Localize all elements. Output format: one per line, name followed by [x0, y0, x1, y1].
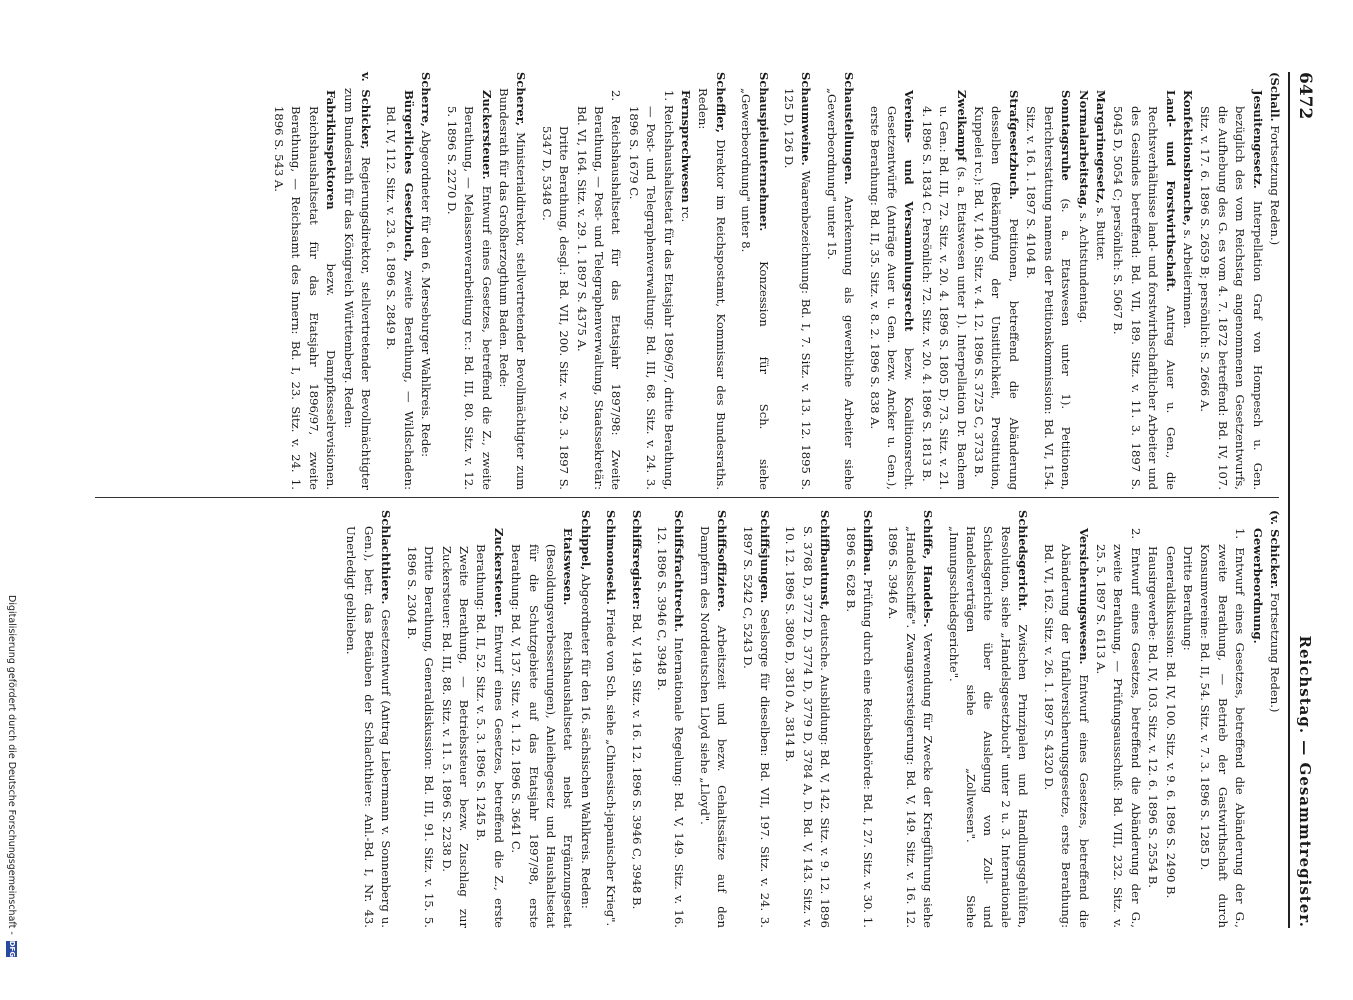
- entry-keyword: Schiffsoffiziere.: [715, 510, 730, 612]
- entry-keyword: Schaumweine.: [799, 72, 814, 166]
- entry-text: Interpellation Graf von Hompesch u. Gen. bezüglich des vom Reichstag angenommenen Gesetzentwurfs, die Aufhebung des G. es vom 4. 7. 1872 betreffend: Bd. IV, 107. Sitz. v. 17. 6. 1896 S. 2659 B; persönlich: S. 2666 A.: [1198, 106, 1265, 490]
- register-entry: [917, 72, 969, 490]
- entry-text: s. Butter.: [1093, 207, 1108, 261]
- entry-text: Reichshaushaltsetat nebst Ergänzungsetat (Besoldungsverbesserungen), Anleihegesetz und Haushaltsetat für die Schutzgebiete auf das Etatsjahr 1897/98, erste Berathung: Bd. V, 137. Sitz. v. 1. 12. 1896 S. 3641 C.: [509, 544, 576, 928]
- entry-text: Seelsorge für dieselben: Bd. VII, 197. Sitz. v. 24. 3. 1897 S. 5242 C, 5243 D.: [740, 526, 773, 928]
- entry-keyword: Schauspielunternehmer.: [756, 72, 771, 232]
- register-entry: [402, 510, 437, 928]
- entry-text: Direktor im Reichspostamt, Kommissar des Bundesraths. Reden:: [696, 88, 728, 491]
- entry-text: Ministerialdirektor, stellvertretender Bevollmächtigter zum Bundesrath für das Großherzogthum Baden. Rede:: [496, 88, 529, 490]
- entry-keyword: Scherre,: [419, 72, 434, 127]
- entry-text: (s. a. Etatswesen unter 1). Petitionen, Berichterstattung namens der Petitionskommission: Bd. VI, 154. Sitz. v. 16. 1. 1897 S. 4104 B.: [1024, 106, 1074, 490]
- entry-keyword: Zuckersteuer.: [479, 90, 494, 180]
- entry-keyword: Scheffler,: [713, 72, 728, 133]
- entry-keyword: Jesuitengesetz.: [1250, 90, 1265, 189]
- entry-text: zweite Berathung, — Wildschaden: Bd. IV, 112. Sitz. v. 23. 6. 1896 S. 2849 B.: [384, 106, 416, 490]
- entry-keyword: Margarinegesetz,: [1093, 90, 1108, 204]
- entry-keyword: Schiffsregister:: [629, 510, 644, 610]
- register-entry: [1266, 72, 1283, 490]
- entry-text: Zwischen Prinzipalen und Handlungsgehülfen, Resolution, siehe „Handelsgesetzbuch" unter 2 u. 3. Internationale Schiedsgerichte über die Auslegung von Zoll- und Handelsverträgen siehe „Zollwesen". Siehe „Innungsschiedsgerichte".: [946, 526, 1031, 929]
- entry-text: Gesetzentwurf (Antrag Liebermann v. Sonnenberg u. Gen.), betr. das Betäuben der Schlachthiere: Anl.-Bd. I, Nr. 43. Unerledigt geblieben.: [344, 526, 394, 928]
- entry-text: Dritte Berathung, desgl.: Bd. VII, 200. Sitz. v. 29. 3. 1897 S. 5347 D, 5348 C.: [539, 126, 572, 490]
- register-entry: [339, 72, 374, 490]
- entry-text: bezw. Dampfkesselrevisionen. Reichshaushaltsetat für das Etatsjahr 1896/97, zweite Berathung, — Reichsamt des Innern: Bd. I, 23. Sitz. v. 24. 1. 1896 S. 543 A.: [272, 106, 339, 490]
- register-entry: [944, 510, 1031, 928]
- entry-text: Generaldiskussion: Bd. IV, 100. Sitz. v. 9. 6. 1896 S. 2490 B.: [1163, 546, 1178, 899]
- entry-keyword: Versicherungswesen.: [1076, 528, 1091, 665]
- entry-keyword: Schiffbau.: [861, 510, 876, 576]
- entry-text: Anerkennung als gewerbliche Arbeiter siehe „Gewerbeordnung" unter 15.: [824, 88, 857, 491]
- register-entry: [781, 510, 833, 928]
- entry-text: Entwurf eines Gesetzes, betreffend die Abänderung der Unfallversicherungsgesetze, erste Berathung: Bd. VI, 162. Sitz. v. 26. 1. 1897 S. 4320 D.: [1041, 544, 1091, 929]
- entry-keyword: Schippel,: [578, 510, 593, 571]
- entry-keyword: Land- und Forstwirthschaft.: [1163, 90, 1178, 292]
- register-entry: [1022, 72, 1074, 490]
- entry-keyword: Schiffsjungen.: [758, 510, 773, 604]
- entry-text: s. Achtstundentag.: [1076, 212, 1091, 324]
- register-entry: [495, 72, 530, 490]
- register-entry: [1039, 510, 1091, 928]
- register-entry: [695, 510, 730, 928]
- entry-text: Entwurf eines Gesetzes, betreffend die Z., erste Berathung: Bd. II, 52. Sitz. v. 5. 3. 1896 S. 1245 B.: [474, 544, 506, 929]
- entry-text: Antrag Auer u. Gen., die Rechtsverhältnisse land- und forstwirthschaftlicher Arbeiter und des Gesindes betreffend: Bd. VII, 189. Sitz. v. 11. 3. 1897 S. 5045 D, 5054 C; persönlich: S. 5067 B.: [1111, 106, 1178, 490]
- register-entry: [602, 510, 619, 928]
- entry-keyword: Schaustellungen.: [842, 72, 857, 185]
- entry-keyword: Strafgesetzbuch.: [1006, 90, 1021, 200]
- entry-keyword: Schiffsfrachtrecht.: [672, 510, 687, 633]
- entry-keyword: (Schall.: [1268, 72, 1282, 122]
- entry-text: 1. Reichshaushaltsetat für das Etatsjahr 1896/97, dritte Berathung, — Post- und Telegraphenverwaltung: Bd. III, 68. Sitz. v. 24. 3. 1896 S. 1679 C.: [626, 90, 676, 490]
- register-entry: [1092, 510, 1144, 928]
- entry-text: Regierungsdirektor, stellvertretender Bevollmächtigter zum Bundesrath für das Königreich Württemberg. Reden:: [341, 88, 374, 490]
- entry-keyword: Fernsprechwesen: [679, 90, 693, 203]
- register-entry: [1109, 72, 1179, 490]
- entry-text: 2. Entwurf eines Gesetzes, betreffend die Abänderung der G., zweite Berathung, — Prüfungsausschuß: Bd. VIII, 232. Sitz. v. 25. 5. 1897 S. 6113 A.: [1093, 528, 1143, 928]
- register-entry: [1266, 510, 1283, 928]
- register-entry: [624, 72, 676, 490]
- entry-text: Konzession für Sch. siehe „Gewerbeordnung" unter 8.: [739, 88, 771, 490]
- register-entry: [1092, 72, 1109, 490]
- entry-keyword: Vereins- und Versammlungsrecht: [902, 90, 917, 332]
- entry-text: Hausirgewerbe: Bd. IV, 103. Sitz. v. 12. 6. 1896 S. 2554 B.: [1146, 546, 1161, 888]
- column-divider: [95, 497, 1279, 498]
- entry-keyword: Schiedsgericht.: [1016, 510, 1031, 612]
- entry-keyword: (v. Schicker.: [1268, 510, 1282, 589]
- credit-line: [6, 595, 17, 995]
- entry-text: 2. Reichshaushaltsetat für das Etatsjahr 1897/98: Zweite Berathung, — Post- und Telegraphenverwaltung, Staatssekretär: Bd. VI, 164. Sitz. v. 29. 1. 1897 S. 4375 A.: [574, 90, 624, 490]
- entry-text: Dritte Berathung:: [1180, 546, 1195, 651]
- entry-keyword: Fabrikinspektoren: [324, 90, 339, 210]
- register-entry: [537, 72, 572, 490]
- register-entry: [437, 510, 472, 928]
- entry-text: Friede von Sch. siehe „Chinesisch-japanischer Krieg".: [604, 608, 619, 927]
- entry-keyword: Schlachthiere.: [379, 510, 394, 605]
- entry-text: bezw. Koalitionsrecht. Gesetzentwürfe (Anträge Auer u. Gen. bezw. Ancker u. Gen.), erste Berathung: Bd. II, 35. Sitz. v. 8. 2. 1896 S. 838 A.: [867, 106, 917, 491]
- entry-keyword: Gewerbeordnung.: [1250, 528, 1265, 644]
- register-entry: [884, 510, 936, 928]
- entry-keyword: Sonntagsruhe: [1059, 90, 1074, 181]
- entry-keyword: Schiffbautunst,: [818, 510, 833, 610]
- register-entry: [841, 510, 876, 928]
- entry-text: Verwendung für Zwecke der Kriegführung siehe „Handelsschiffe". Zwangsversteigerung: Bd. V, 149. Sitz. v. 16. 12. 1896 S. 3946 A.: [886, 526, 936, 928]
- entry-keyword: Etatswesen.: [561, 528, 576, 606]
- register-entry: [822, 72, 857, 490]
- register-entry: [507, 510, 577, 928]
- register-entry: [653, 510, 688, 928]
- register-entry: [442, 72, 494, 490]
- credit-text: Digitalisierung gefördert durch die Deutsche Forschungsgemeinschaft -: [6, 595, 17, 935]
- register-entry: [738, 510, 773, 928]
- register-entry: [1144, 510, 1161, 928]
- running-title: Reichstag. — Gesammtregister.: [1296, 635, 1314, 928]
- entry-text: Abgeordneter für den 16. sächsischen Wahlkreis. Reden:: [578, 573, 593, 909]
- entry-keyword: Zweikampf: [954, 90, 969, 162]
- entry-text: Internationale Regelung: Bd. V, 149. Sitz. v. 16. 12. 1896 S. 3946 C, 3948 B.: [655, 526, 687, 928]
- register-entry: [1248, 510, 1265, 928]
- register-entry: [1179, 72, 1196, 490]
- entry-text: Entwurf eines Gesetzes, betreffend die Z., zweite Berathung, — Melassenverarbeitung rc.: Bd. III, 80. Sitz. v. 12. 5. 1896 S. 2270 D.: [444, 106, 494, 490]
- entry-keyword: Bürgerliches Gesetzbuch,: [401, 90, 416, 262]
- left-column: [270, 72, 1283, 490]
- entry-keyword: Schiffe, Handels-.: [921, 510, 936, 628]
- entry-text: (s. a. Etatswesen unter 1). Interpellation Dr. Bachem u. Gen.: Bd. III, 72. Sitz. v. 20. 4. 1896 S. 1805 D; 73. Sitz. v. 21. 4. 1896 S. 1834 C. Persönlich: 72. Sitz. v. 20. 4. 1896 S. 1813 B.: [919, 106, 969, 491]
- register-entry: [382, 72, 417, 490]
- register-entry: [572, 72, 624, 490]
- entry-text: Dritte Berathung, Generaldiskussion: Bd. III, 91. Sitz. v. 15. 5. 1896 S. 2304 B.: [404, 546, 437, 928]
- entry-text: Waarenbezeichnung: Bd. I, 7. Sitz. v. 13. 12. 1895 S. 125 D, 126 D.: [782, 88, 814, 491]
- entry-text: 1. Entwurf eines Gesetzes, betreffend die Abänderung der G., zweite Berathung, — Betrieb der Gastwirthschaft durch Konsumvereine: Bd. II, 54. Sitz. v. 7. 3. 1896 S. 1285 D.: [1198, 528, 1248, 928]
- page-number: 6472: [1295, 72, 1315, 120]
- register-entry: [970, 72, 1022, 490]
- register-entry: [417, 72, 434, 490]
- entry-keyword: Scherer,: [514, 72, 529, 127]
- register-entry: [694, 72, 729, 490]
- entry-text: Petitionen, betreffend die Abänderung desselben (Bekämpfung der Unsittlichkeit, Prostitution, Kuppelei rc.): Bd. V, 140. Sitz. v. 4. 12. 1896 S. 3725 C, 3733 B.: [972, 106, 1021, 490]
- entry-text: s. Arbeiterinnen.: [1180, 229, 1195, 329]
- register-entry: [1196, 72, 1266, 490]
- entry-text: Bd. V, 149. Sitz. v. 16. 12. 1896 S. 3946 C, 3948 B.: [629, 613, 644, 910]
- entry-keyword: Konfektionsbranche,: [1180, 90, 1195, 226]
- entry-text: deutsche. Ausbildung: Bd. V, 142. Sitz. v. 9. 12. 1896 S. 3768 D, 3772 D, 3774 D, 3779 D, 3784 A, D. Bd. V, 143. Sitz. v. 10. 12. 1896 S. 3806 D, 3810 A, 3814 B.: [783, 526, 833, 929]
- entry-text: Zweite Berathung, — Betriebssteuer bezw. Zuschlag zur Zuckersteuer: Bd. III, 88. Sitz. v. 11. 5. 1896 S. 2238 D.: [439, 546, 471, 928]
- entry-text: Prüfung durch eine Reichsbehörde: Bd. I, 27. Sitz. v. 30. 1. 1896 S. 628 B.: [843, 526, 876, 928]
- register-entry: [780, 72, 815, 490]
- entry-text: Abgeordneter für den 6. Merseburger Wahlkreis. Rede:: [419, 130, 434, 458]
- register-entry: [342, 510, 394, 928]
- page-header: [1288, 72, 1320, 928]
- register-entry: [1161, 510, 1178, 928]
- right-column: [342, 510, 1283, 928]
- register-entry: [865, 72, 917, 490]
- register-entry: [677, 72, 694, 490]
- entry-text: rc.: [679, 206, 693, 223]
- entry-keyword: v. Schicker,: [359, 72, 374, 150]
- register-entry: [1179, 510, 1196, 928]
- register-entry: [270, 72, 340, 490]
- entry-keyword: Normalarbeitstag,: [1076, 90, 1091, 210]
- register-entry: [627, 510, 644, 928]
- entry-keyword: Zuckersteuer.: [491, 528, 506, 618]
- dfg-logo-icon: DFG: [8, 940, 16, 958]
- register-entry: [737, 72, 772, 490]
- register-entry: [576, 510, 593, 928]
- register-entry: [1074, 72, 1091, 490]
- register-entry: [1196, 510, 1248, 928]
- entry-text: Fortsetzung Reden.): [1268, 592, 1282, 713]
- entry-text: Fortsetzung Reden.): [1268, 125, 1282, 246]
- register-entry: [472, 510, 507, 928]
- entry-text: Arbeitszeit und bezw. Gehaltssätze auf den Dampfern des Norddeutschen Lloyd siehe „Lloyd".: [697, 526, 730, 929]
- entry-keyword: Schimonoseki.: [604, 510, 619, 605]
